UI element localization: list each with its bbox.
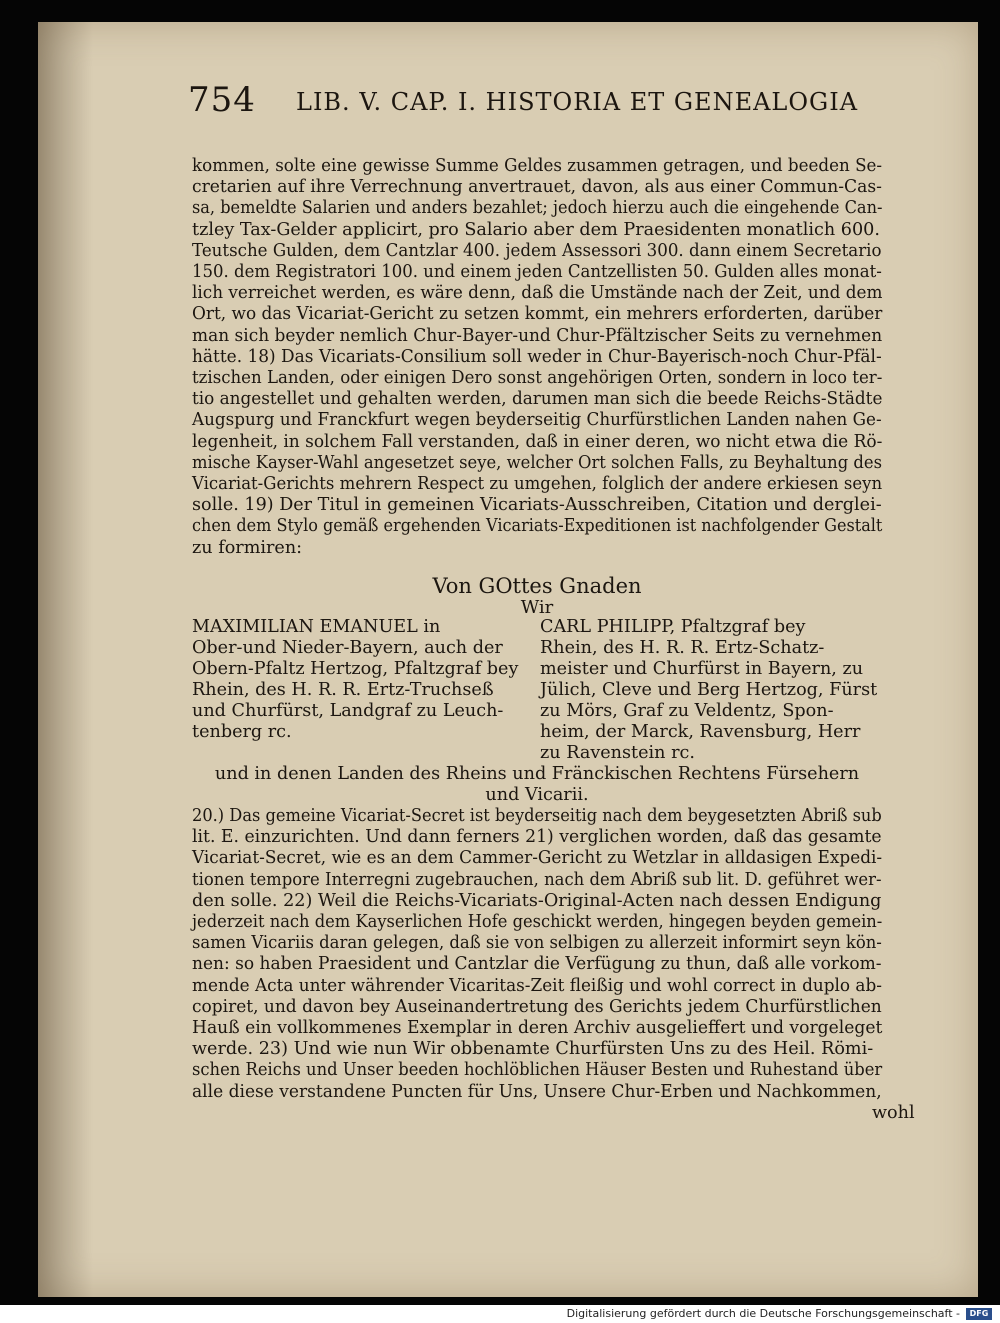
column-line: tenberg rc.	[192, 722, 292, 742]
text-line: schen Reichs und Unser beeden hochlöblichen Häuser Besten und Ruhestand über	[192, 1060, 883, 1081]
text-line: hätte. 18) Das Vicariats-Consilium soll weder in Chur-Bayerisch-noch Chur-Pfäl-	[192, 346, 882, 367]
text-line: tzley Tax-Gelder applicirt, pro Salario aber dem Praesidenten monatlich 600.	[192, 219, 880, 240]
text-line: Vicariat-Secret, wie es an dem Cammer-Gericht zu Wetzlar in alldasigen Expedi-	[192, 848, 883, 869]
text-line: solle. 19) Der Titul in gemeinen Vicariats-Ausschreiben, Citation und derglei-	[192, 495, 882, 516]
column-right	[540, 617, 877, 764]
text-line: werde. 23) Und wie nun Wir obbenamte Churfürsten Uns zu des Heil. Römi-	[192, 1039, 874, 1060]
column-line: MAXIMILIAN EMANUEL in	[192, 617, 441, 637]
column-line: Rhein, des H. R. R. Ertz-Schatz-	[540, 638, 825, 658]
text-line: nen: so haben Praesident und Cantzlar die Verfügung zu thun, daß alle vorkom-	[192, 954, 882, 975]
text-line: jederzeit nach dem Kayserlichen Hofe geschickt werden, hingegen beyden gemein-	[192, 912, 883, 932]
text-line: den solle. 22) Weil die Reichs-Vicariats-Original-Acten nach dessen Endigung	[192, 890, 882, 911]
text-line: mische Kayser-Wahl angesetzet seye, welcher Ort solchen Falls, zu Beyhaltung des	[192, 452, 882, 473]
column-line: CARL PHILIPP, Pfaltzgraf bey	[540, 617, 806, 637]
footer-credit: Digitalisierung gefördert durch die Deutsche Forschungsgemeinschaft -	[566, 1307, 960, 1320]
text-line: tio angestellet und gehalten werden, darumen man sich die beede Reichs-Städte	[192, 389, 883, 410]
column-line: zu Mörs, Graf zu Veldentz, Spon-	[540, 701, 834, 721]
text-line: Ort, wo das Vicariat-Gericht zu setzen kommt, ein mehrers erforderten, darüber	[192, 304, 883, 325]
text-line: chen dem Stylo gemäß ergehenden Vicariats-Expeditionen ist nachfolgender Gestalt	[192, 516, 883, 537]
text-line: tzischen Landen, oder einigen Dero sonst angehörigen Orten, sondern in loco ter-	[192, 368, 883, 388]
column-line: zu Ravenstein rc.	[540, 743, 695, 763]
text-line: mende Acta unter währender Vicaritas-Zeit fleißig und wohl correct in duplo ab-	[192, 975, 882, 996]
text-line: man sich beyder nemlich Chur-Bayer-und Chur-Pfältzischer Seits zu vernehmen	[192, 325, 883, 346]
text-line: tionen tempore Interregni zugebrauchen, nach dem Abriß sub lit. D. geführet wer-	[192, 869, 882, 890]
column-line: Jülich, Cleve und Berg Hertzog, Fürst	[540, 680, 878, 700]
text-line: zu formiren:	[192, 537, 303, 558]
text-line: kommen, solte eine gewisse Summe Geldes zusammen getragen, und beeden Se-	[192, 156, 883, 176]
text-line: legenheit, in solchem Fall verstanden, daß in einer deren, wo nicht etwa die Rö-	[192, 431, 883, 452]
column-line: Ober-und Nieder-Bayern, auch der	[192, 638, 503, 658]
text-line: Augspurg und Franckfurt wegen beyderseitig Churfürstlichen Landen nahen Ge-	[192, 410, 882, 431]
text-line: cretarien auf ihre Verrechnung anvertrauet, davon, als aus einer Commun-Cas-	[192, 177, 882, 198]
column-line: Obern-Pfaltz Hertzog, Pfaltzgraf bey	[192, 659, 519, 679]
dfg-logo: DFG	[966, 1308, 992, 1320]
text-line: Hauß ein vollkommenes Exemplar in deren Archiv ausgelieffert und vorgeleget	[192, 1018, 883, 1038]
text-line: Teutsche Gulden, dem Cantzlar 400. jedem Assessori 300. dann einem Secretario	[192, 240, 882, 261]
text-line: sa, bemeldte Salarien und anders bezahlet; jedoch hierzu auch die eingehende Can-	[192, 198, 883, 219]
text-line: lich verreichet werden, es wäre denn, daß die Umstände nach der Zeit, und dem	[192, 283, 883, 304]
text-line: 150. dem Registratori 100. und einem jeden Cantzellisten 50. Gulden alles monat-	[192, 262, 882, 282]
closing-title-line-1: und in denen Landen des Rheins und Fränckischen Rechtens Fürsehern	[214, 764, 860, 784]
page-number: 754	[188, 80, 256, 120]
running-head: LIB. V. CAP. I. HISTORIA ET GENEALOGIA	[296, 88, 859, 116]
binding-shadow	[38, 22, 93, 1297]
text-line: samen Vicariis daran gelegen, daß sie von selbigen zu allerzeit informirt seyn kön-	[192, 933, 882, 954]
catchword: wohl	[872, 1103, 915, 1123]
column-line: heim, der Marck, Ravensburg, Herr	[540, 722, 861, 742]
title-line-2: Wir	[520, 597, 554, 618]
column-line: meister und Churfürst in Bayern, zu	[540, 659, 864, 679]
text-line: lit. E. einzurichten. Und dann ferners 21) verglichen worden, daß das gesamte	[192, 827, 882, 848]
column-line: und Churfürst, Landgraf zu Leuch-	[192, 701, 504, 721]
text-line: copiret, und davon bey Auseinandertretung des Gerichts jedem Churfürstlichen	[192, 996, 882, 1017]
text-line: alle diese verstandene Puncten für Uns, Unsere Chur-Erben und Nachkommen,	[192, 1081, 882, 1102]
closing-title-line-2: und Vicarii.	[485, 785, 589, 805]
footer-bar	[0, 1305, 1000, 1323]
text-line: 20.) Das gemeine Vicariat-Secret ist beyderseitig nach dem beygesetzten Abriß sub	[192, 806, 882, 826]
text-line: Vicariat-Gerichts mehrern Respect zu umgehen, folglich der andere erkiesen seyn	[192, 474, 883, 494]
column-line: Rhein, des H. R. R. Ertz-Truchseß	[192, 680, 494, 700]
column-left	[192, 617, 518, 743]
title-line-1: Von GOttes Gnaden	[432, 574, 642, 598]
